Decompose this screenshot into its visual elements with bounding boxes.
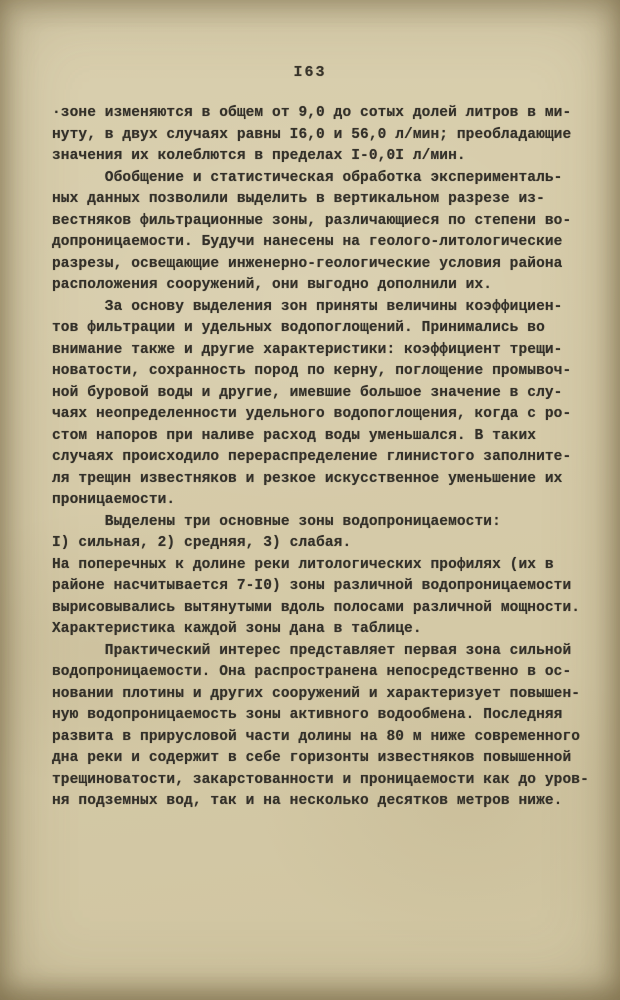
document-body-text: [52, 103, 590, 813]
text-line: ня подземных вод, так и на несколько десятков метров ниже.: [52, 793, 563, 809]
text-line: I) сильная, 2) средняя, 3) слабая.: [52, 535, 352, 551]
text-line: трещиноватости, закарстованности и проницаемости как до уров-: [52, 771, 589, 788]
text-line: дна реки и содержит в себе горизонты известняков повышенной: [52, 750, 572, 766]
text-line: Характеристика каждой зоны дана в таблице.: [52, 621, 422, 637]
text-line: вырисовывались вытянутыми вдоль полосами различной мощности.: [52, 599, 581, 616]
text-line: Выделены три основные зоны водопроницаемости:: [52, 513, 501, 530]
text-line: районе насчитывается 7-I0) зоны различной водопроницаемости: [52, 578, 572, 594]
text-line: новатости, сохранность пород по керну, поглощение промывоч-: [52, 363, 572, 379]
text-line: расположения сооружений, они выгодно дополнили их.: [52, 277, 493, 293]
text-line: ную водопроницаемость зоны активного водообмена. Последняя: [52, 707, 563, 723]
text-line: ных данных позволили выделить в вертикальном разрезе из-: [52, 191, 545, 207]
text-line: проницаемости.: [52, 492, 176, 508]
text-line: значения их колеблются в пределах I-0,0I л/мин.: [52, 148, 466, 164]
page-number: I63: [293, 64, 327, 81]
text-line: разрезы, освещающие инженерно-геологические условия района: [52, 255, 563, 272]
text-line: новании плотины и других сооружений и характеризует повышен-: [52, 685, 581, 702]
text-line: За основу выделения зон приняты величины коэффициен-: [52, 298, 563, 315]
text-line: ной буровой воды и другие, имевшие большое значение в слу-: [52, 384, 563, 401]
text-line: чаях неопределенности удельного водопоглощения, когда с ро-: [52, 406, 572, 422]
text-line: внимание также и другие характеристики: коэффициент трещи-: [52, 341, 563, 358]
text-line: случаях происходило перераспределение глинистого заполните-: [52, 449, 572, 465]
text-line: На поперечных к долине реки литологических профилях (их в: [52, 556, 554, 573]
text-line: допроницаемости. Будучи нанесены на геолого-литологические: [52, 234, 563, 250]
text-line: нуту, в двух случаях равны I6,0 и 56,0 л/мин; преобладающие: [52, 126, 572, 143]
text-line: Практический интерес представляет первая зона сильной: [52, 642, 572, 659]
text-line: вестняков фильтрационные зоны, различающиеся по степени во-: [52, 212, 572, 229]
text-line: тов фильтрации и удельных водопоглощений. Принимались во: [52, 320, 545, 336]
text-line: ·зоне изменяются в общем от 9,0 до сотых долей литров в ми-: [52, 105, 572, 121]
text-line: развита в прирусловой части долины на 80 м ниже современного: [52, 728, 581, 745]
text-line: ля трещин известняков и резкое искусственное уменьшение их: [52, 470, 563, 487]
text-line: водопроницаемости. Она распространена непосредственно в ос-: [52, 664, 572, 680]
text-line: Обобщение и статистическая обработка эксперименталь-: [52, 169, 563, 186]
text-line: стом напоров при наливе расход воды уменьшался. В таких: [52, 427, 537, 444]
